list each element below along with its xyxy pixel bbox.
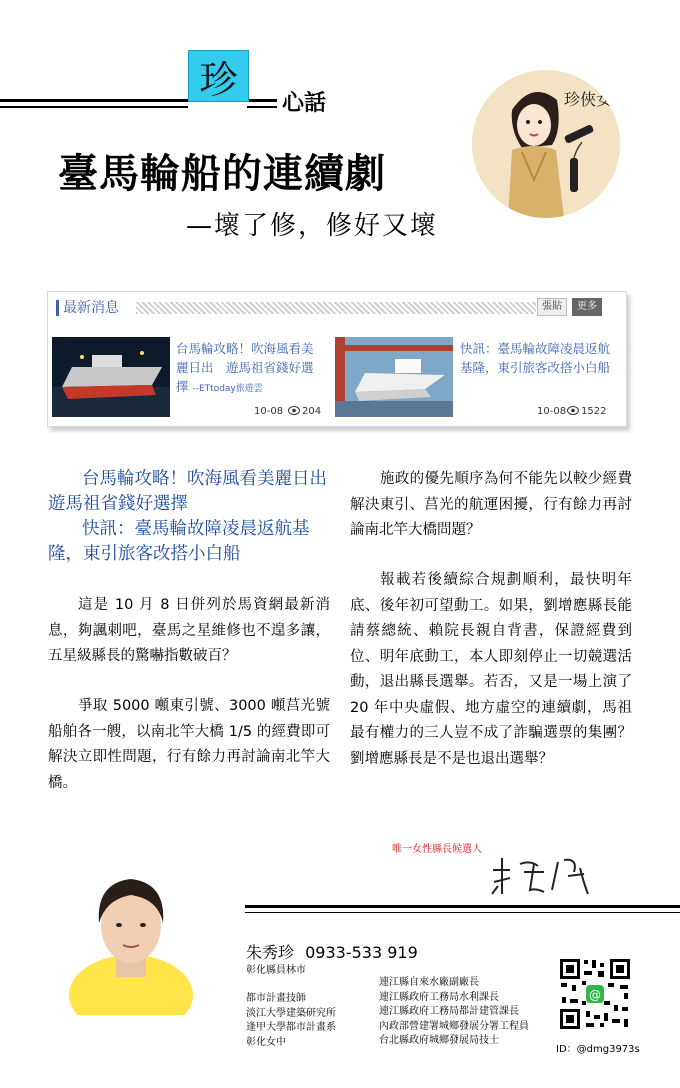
views-icon <box>288 406 300 418</box>
news-thumbnail[interactable] <box>52 337 170 417</box>
education-item: 逢甲大學都市計畫系 <box>246 1022 336 1033</box>
lead-headline: 快訊：臺馬輪故障凌晨返航基隆，東引旅客改搭小白船 <box>48 519 310 564</box>
footer-rule <box>245 905 680 908</box>
line-qr-code[interactable] <box>558 957 632 1031</box>
more-button[interactable]: 更多 <box>572 298 602 316</box>
candidate-role: 彰化縣員林市 <box>246 965 306 976</box>
experience-item: 連江縣政府工務局水利課長 <box>379 991 499 1003</box>
footer-rule <box>245 912 680 913</box>
page-title: 臺馬輪船的連續劇 <box>58 151 386 197</box>
news-item-source: --ETtoday旅遊雲 <box>192 384 263 394</box>
experience-item: 連江縣自來水廠副廠長 <box>379 977 479 988</box>
news-views: 1522 <box>581 406 607 417</box>
paragraph: 施政的優先順序為何不能先以較少經費解決東引、莒光的航運困擾，行有餘力再討論南北竿大橋問題？ <box>350 471 632 538</box>
svg-text:@: @ <box>589 988 601 1002</box>
post-button[interactable]: 張貼 <box>537 298 567 316</box>
education-item: 淡江大學建築研究所 <box>246 1007 336 1019</box>
news-accent-bar <box>56 300 59 316</box>
header-rule <box>247 99 277 102</box>
news-views: 204 <box>302 406 322 417</box>
experience-item: 內政部營建署城鄉發展分署工程員 <box>379 1020 529 1032</box>
news-item-title[interactable]: 台馬輪攻略！吹海風看美麗日出 遊馬祖省錢好選擇 <box>176 341 314 394</box>
education-item: 都市計畫技師 <box>246 993 306 1004</box>
cartoon-avatar <box>472 70 620 218</box>
candidate-phone: 0933-533 919 <box>305 943 418 962</box>
lead-headline: 台馬輪攻略！吹海風看美麗日出 遊馬祖省錢好選擇 <box>48 469 345 514</box>
news-date: 10-08 <box>254 406 284 417</box>
news-item-title[interactable]: 快訊：臺馬輪故障凌晨返航基隆，東引旅客改搭小白船 <box>460 341 611 375</box>
avatar-caption: 珍俠女 <box>564 90 613 109</box>
header-rule <box>0 99 188 102</box>
column-badge: 珍 <box>188 50 249 102</box>
views-icon <box>567 406 579 418</box>
news-item-link[interactable] <box>176 339 321 399</box>
candidate-photo <box>66 865 196 1015</box>
line-id: ID：@dmg3973s <box>556 1044 640 1055</box>
paragraph: 報載若後續綜合規劃順利，最快明年底、後年初可望動工。如果，劉增應縣長能請蔡總統、賴院長親自背書，保證經費到位、明年底動工，本人即刻停止一切競選活動，退出縣長選舉。若否，又是一場上演了 20 年中央虛假、地方虛空的連續劇，馬祖最有權力的三人豈不成了詐騙選票的集團？劉增應縣長是不是也退出選舉？ <box>350 572 632 767</box>
education-list <box>246 992 336 1050</box>
candidate-note: 唯一女性縣長候選人 <box>392 844 482 855</box>
news-panel <box>47 291 627 427</box>
news-heading: 最新消息 <box>63 300 119 316</box>
candidate-name-line <box>246 940 418 963</box>
experience-item: 連江縣政府工務局都計建管課長 <box>379 1006 519 1017</box>
experience-item: 台北縣政府城鄉發展局技士 <box>379 1035 499 1046</box>
news-thumbnail[interactable] <box>335 337 453 417</box>
paragraph: 這是 10 月 8 日併列於馬資網最新消息，夠諷刺吧，臺馬之星維修也不遑多讓，五星級縣長的驚嚇指數破百？ <box>48 597 330 664</box>
news-hatch-divider <box>136 302 536 314</box>
experience-list <box>379 976 529 1049</box>
handwritten-signature <box>488 850 608 904</box>
candidate-name: 朱秀珍 <box>246 943 295 962</box>
avatar-illustration <box>472 70 620 218</box>
column-name: 心話 <box>282 91 327 116</box>
header-rule <box>0 106 188 108</box>
header-rule <box>247 106 277 108</box>
paragraph: 爭取 5000 噸東引號、3000 噸莒光號船舶各一艘，以南北竿大橋 1/5 的經費即可解決立即性問題，行有餘力再討論南北竿大橋。 <box>48 698 330 791</box>
education-item: 彰化女中 <box>246 1036 286 1048</box>
news-date: 10-08 <box>537 406 567 417</box>
page-subtitle: —壞了修，修好又壞 <box>186 211 439 241</box>
